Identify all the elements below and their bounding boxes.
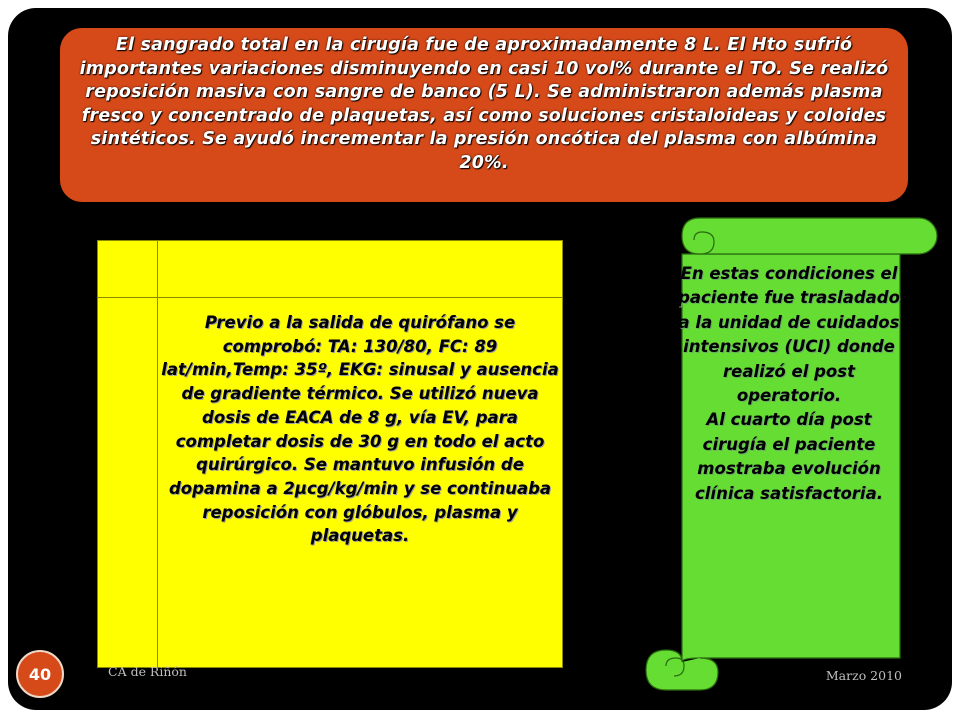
footer-left-text: CA de Riñón bbox=[108, 664, 187, 679]
scroll-text bbox=[678, 262, 900, 506]
top-text-box bbox=[60, 28, 908, 202]
table-cell-text: Previo a la salida de quirófano se comprobó: TA: 130/80, FC: 89 lat/min,Temp: 35º, EKG: sinusal y ausencia de gradiente térmico. Se utilizó nueva dosis de EACA de 8 g, vía EV, para completar dosis de 30 g en todo el acto quirúrgico. Se mantuvo infusión de dopamina a 2µcg/kg/min y se continuaba reposición con glóbulos, plasma y plaquetas. bbox=[161, 313, 559, 546]
yellow-table bbox=[97, 240, 563, 668]
top-text: El sangrado total en la cirugía fue de aproximadamente 8 L. El Hto sufrió importantes variaciones disminuyendo en casi 10 vol% durante el TO. Se realizó reposición masiva con sangre de banco (5 L). Se administraron además plasma fresco y concentrado de plaquetas, así como soluciones cristaloideas y coloides sintéticos. Se ayudó incrementar la presión oncótica del plasma con albúmina 20%. bbox=[79, 35, 889, 173]
table-horizontal-line bbox=[98, 297, 562, 298]
scroll-paragraph-2: Al cuarto día post cirugía el paciente mostraba evolución clínica satisfactoria. bbox=[695, 410, 883, 503]
slide-number-badge bbox=[16, 650, 64, 698]
footer-date-text: Marzo 2010 bbox=[825, 668, 902, 683]
slide-number: 40 bbox=[28, 664, 52, 684]
scroll-paragraph-1: En estas condiciones el paciente fue trasladado a la unidad de cuidados intensivos (UCI) donde realizó el post operatorio. bbox=[678, 264, 900, 406]
table-vertical-line bbox=[157, 241, 158, 667]
